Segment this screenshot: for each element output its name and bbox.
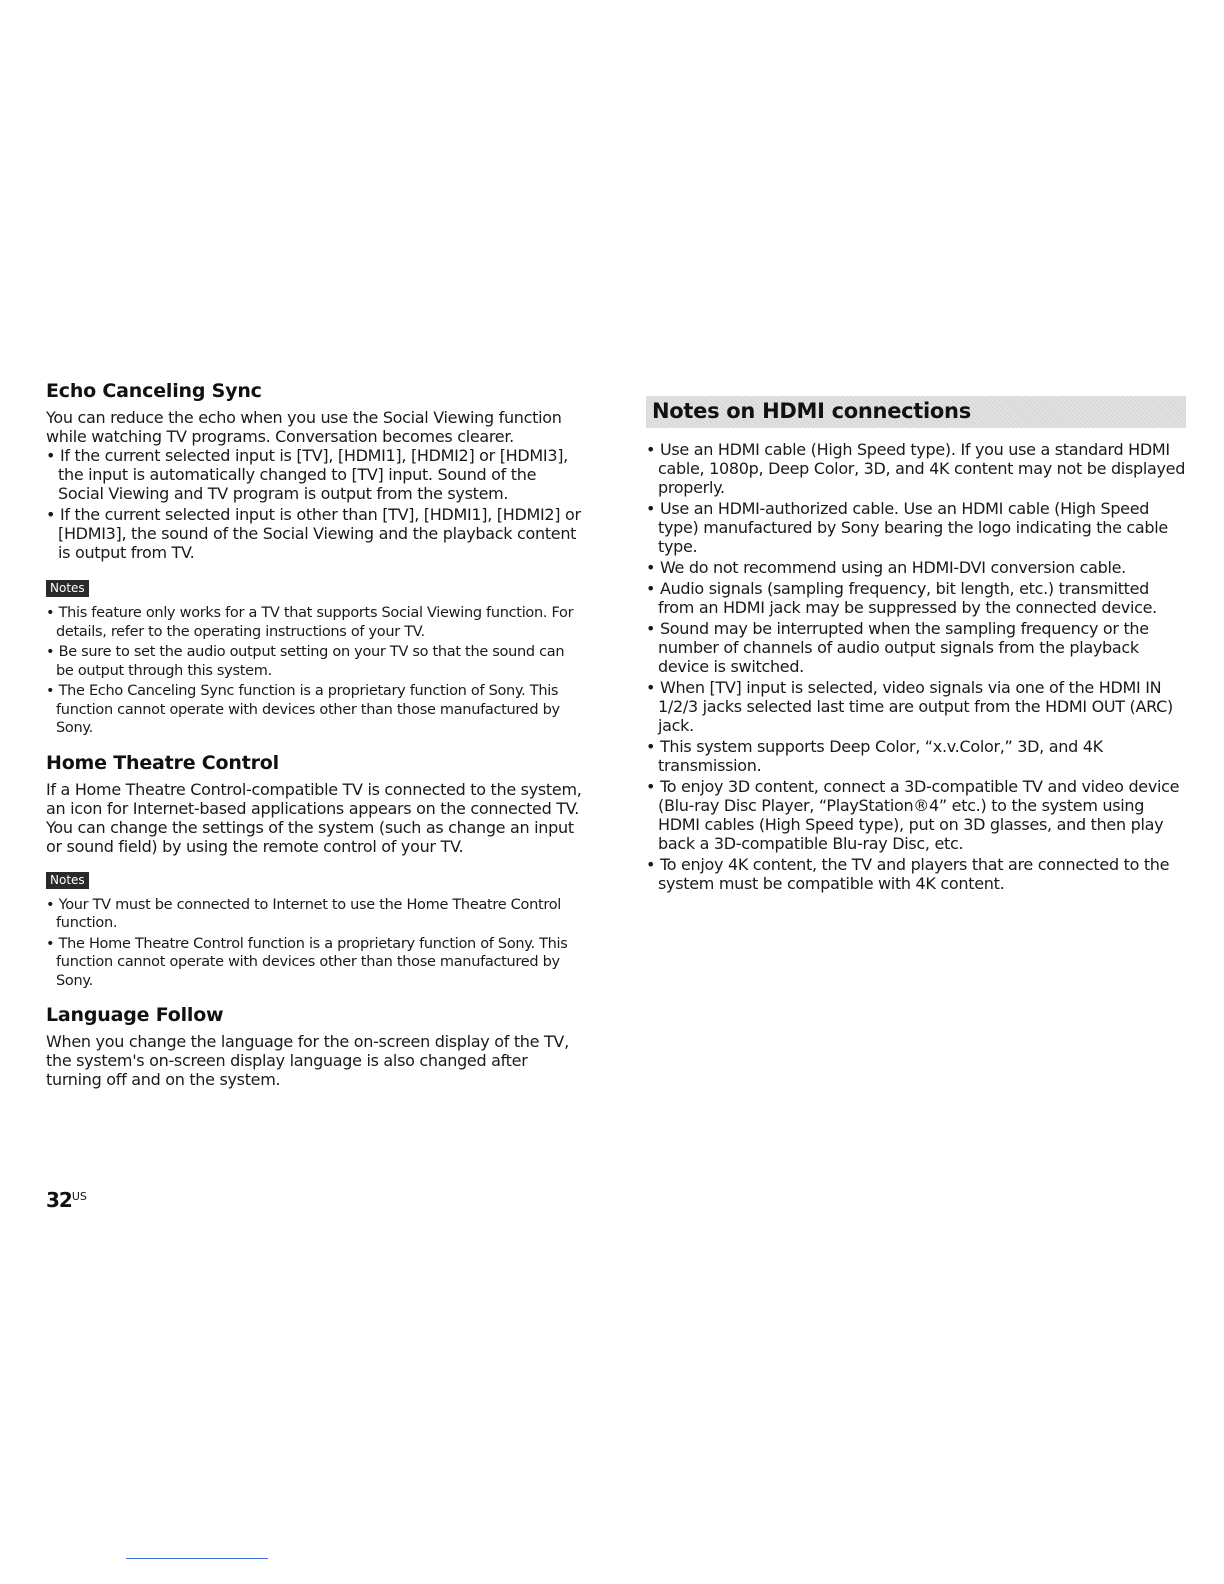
language-follow-section xyxy=(46,1004,586,1089)
scan-artifact-line xyxy=(126,1558,268,1559)
language-follow-title: Language Follow xyxy=(46,1004,224,1026)
notes-badge: Notes xyxy=(46,872,89,889)
note-item: • This feature only works for a TV that supports Social Viewing function. For details, refer to the operating instructions of your TV. xyxy=(46,604,586,641)
home-theatre-section xyxy=(46,752,586,991)
notes-badge: Notes xyxy=(46,580,89,597)
list-item: • Use an HDMI cable (High Speed type). If you use a standard HDMI cable, 1080p, Deep Color, 3D, and 4K content may not be displayed properly. xyxy=(646,440,1186,497)
list-item: • When [TV] input is selected, video signals via one of the HDMI IN 1/2/3 jacks selected last time are output from the HDMI OUT (ARC) jack. xyxy=(646,678,1186,735)
hdmi-notes-header xyxy=(646,396,1186,428)
list-item: • Audio signals (sampling frequency, bit length, etc.) transmitted from an HDMI jack may be suppressed by the connected device. xyxy=(646,579,1186,617)
hdmi-notes-title: Notes on HDMI connections xyxy=(652,399,971,423)
right-column xyxy=(646,396,1186,895)
home-theatre-para2: You can change the settings of the system (such as change an input or sound field) by using the remote control of your TV. xyxy=(46,817,574,856)
list-item: • Use an HDMI-authorized cable. Use an HDMI cable (High Speed type) manufactured by Sony bearing the logo indicating the cable type. xyxy=(646,499,1186,556)
page-number xyxy=(46,1188,87,1212)
list-item: • If the current selected input is [TV], [HDMI1], [HDMI2] or [HDMI3], the input is automatically changed to [TV] input. Sound of the Social Viewing and TV program is output from the system. xyxy=(46,446,586,503)
language-follow-body: When you change the language for the on-screen display of the TV, the system's on-screen display language is also changed after turning off and on the system. xyxy=(46,1032,569,1089)
list-item: • Sound may be interrupted when the sampling frequency or the number of channels of audio output signals from the playback device is switched. xyxy=(646,619,1186,676)
echo-canceling-section xyxy=(46,380,586,738)
note-item: • Your TV must be connected to Internet to use the Home Theatre Control function. xyxy=(46,896,586,933)
list-item: • We do not recommend using an HDMI-DVI conversion cable. xyxy=(646,558,1186,577)
list-item: • This system supports Deep Color, “x.v.Color,” 3D, and 4K transmission. xyxy=(646,737,1186,775)
echo-canceling-notes xyxy=(46,604,586,738)
home-theatre-title: Home Theatre Control xyxy=(46,751,279,774)
note-item: • The Echo Canceling Sync function is a proprietary function of Sony. This function cannot operate with devices other than those manufactured by Sony. xyxy=(46,682,586,738)
note-item: • Be sure to set the audio output setting on your TV so that the sound can be output through this system. xyxy=(46,643,586,680)
home-theatre-notes xyxy=(46,896,586,991)
hdmi-notes-bullets xyxy=(646,440,1186,893)
note-item: • The Home Theatre Control function is a proprietary function of Sony. This function cannot operate with devices other than those manufactured by Sony. xyxy=(46,935,586,991)
page-number-suffix: US xyxy=(71,1190,87,1203)
echo-canceling-title: Echo Canceling Sync xyxy=(46,380,262,402)
left-column xyxy=(46,380,586,1089)
echo-canceling-intro: You can reduce the echo when you use the Social Viewing function while watching TV programs. Conversation becomes clearer. xyxy=(46,408,562,446)
list-item: • To enjoy 4K content, the TV and players that are connected to the system must be compatible with 4K content. xyxy=(646,855,1186,893)
page-number-value: 32 xyxy=(46,1188,72,1212)
list-item: • If the current selected input is other than [TV], [HDMI1], [HDMI2] or [HDMI3], the sound of the Social Viewing and the playback content is output from TV. xyxy=(46,505,586,562)
home-theatre-para1: If a Home Theatre Control-compatible TV is connected to the system, an icon for Internet-based applications appears on the connected TV. xyxy=(46,779,582,818)
echo-canceling-bullets xyxy=(46,446,586,562)
list-item: • To enjoy 3D content, connect a 3D-compatible TV and video device (Blu-ray Disc Player, “PlayStation®4” etc.) to the system using HDMI cables (High Speed type), put on 3D glasses, and then play back a 3D-compatible Blu-ray Disc, etc. xyxy=(646,777,1186,853)
